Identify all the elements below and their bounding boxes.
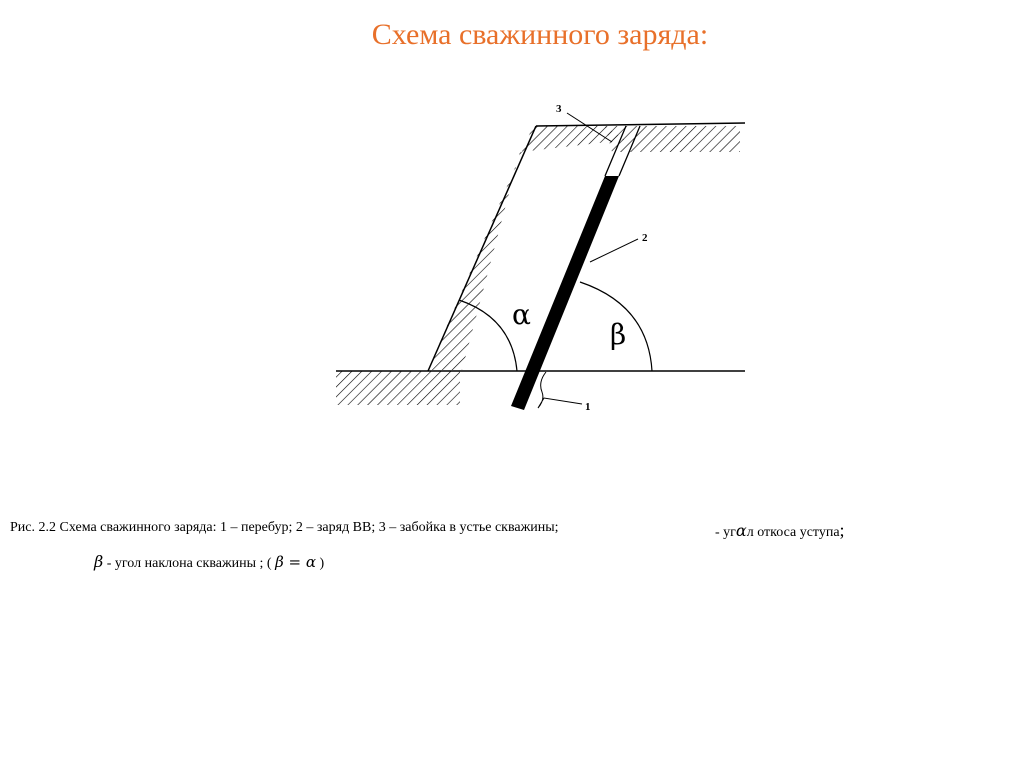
- crest-line: [536, 123, 745, 126]
- caption-formula: β = α: [275, 553, 316, 571]
- alpha-semicolon: ;: [839, 520, 845, 540]
- slide-title: Схема сважинного заряда:: [371, 18, 709, 51]
- label-3: 3: [556, 103, 562, 115]
- leader-1: [538, 372, 582, 408]
- beta-label: β: [610, 318, 627, 351]
- floor-hatch: [336, 371, 462, 407]
- borehole: [511, 126, 640, 410]
- alpha-text-a: уг: [723, 525, 736, 540]
- caption-beta-text: - угол наклона скважины ; (: [103, 556, 272, 571]
- caption-alpha-symbol: α: [735, 521, 747, 540]
- caption-beta-symbol: β: [94, 552, 104, 571]
- caption-line-2: [94, 552, 324, 572]
- explosive-charge: [511, 176, 619, 410]
- alpha-dash: -: [715, 525, 720, 540]
- slope-line: [428, 126, 536, 371]
- alpha-label: α: [512, 298, 531, 331]
- caption-alpha-definition: [715, 520, 845, 541]
- bench-outline: [336, 123, 745, 371]
- caption-text: Рис. 2.2 Схема сважинного заряда: 1 – перебур; 2 – заряд ВВ; 3 – забойка в устье скважины;: [10, 520, 559, 535]
- caption-close-paren: ): [319, 556, 325, 571]
- leader-2: [590, 239, 638, 262]
- top-hatch: [600, 126, 745, 154]
- caption-line-1: [10, 520, 559, 536]
- leader-lines: [538, 113, 638, 408]
- label-2: 2: [642, 232, 648, 244]
- alpha-text-b: л откоса уступа: [746, 525, 840, 540]
- label-1: 1: [585, 401, 591, 413]
- slope-hatch: [420, 126, 630, 372]
